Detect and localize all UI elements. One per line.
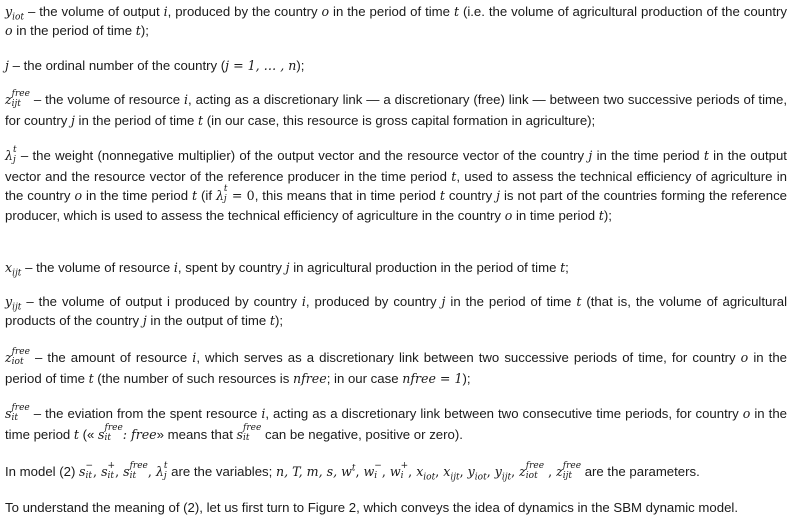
- var: o: [321, 4, 330, 19]
- var: t: [191, 187, 198, 203]
- symbol-j: j: [5, 58, 9, 73]
- var: j: [441, 294, 446, 309]
- text: in the period of time: [5, 350, 787, 386]
- var: j: [588, 148, 593, 163]
- superscript: free: [525, 460, 545, 471]
- text: in the time period: [82, 187, 192, 203]
- definition-z-iot-free: [5, 348, 787, 388]
- text: – the eviation from the spent resource: [29, 406, 262, 421]
- text: (in our case, this resource is gross capital formation in agriculture);: [203, 112, 596, 128]
- var: t: [88, 370, 94, 386]
- superscript: −: [85, 460, 94, 471]
- var: i: [192, 350, 197, 365]
- subscript: it: [129, 470, 137, 481]
- text: , which serves as a discretionary link between two successive periods of time, for country: [196, 350, 741, 365]
- superscript: +: [400, 460, 409, 471]
- var: t: [453, 4, 459, 19]
- text: – the amount of resource: [29, 350, 193, 365]
- symbol-s: s: [5, 406, 12, 421]
- var: j: [142, 313, 147, 328]
- subscript: j: [12, 154, 16, 165]
- text: country: [444, 187, 497, 203]
- text: in the time period: [5, 406, 787, 442]
- var: t: [598, 208, 604, 224]
- text: ;: [565, 260, 569, 275]
- symbol-z: z: [519, 464, 526, 479]
- var: t: [269, 313, 275, 328]
- symbol-w: w: [363, 464, 375, 479]
- math-expression: : free: [122, 426, 157, 442]
- subscript: j: [163, 470, 167, 481]
- text: (if: [197, 187, 216, 203]
- symbol-z: z: [5, 350, 12, 365]
- subscript: it: [85, 470, 92, 481]
- text: are the parameters.: [581, 464, 700, 479]
- symbol-x: x: [443, 464, 451, 479]
- text: , used to assess the technical efficiency of agriculture in the country: [5, 168, 787, 203]
- symbol-s: s: [101, 464, 108, 479]
- subscript: ijt: [11, 98, 21, 109]
- superscript: free: [562, 460, 582, 471]
- subscript: it: [104, 433, 111, 444]
- text: in the period of time: [329, 4, 454, 19]
- symbol-z: z: [556, 464, 563, 479]
- symbol-y: y: [5, 4, 13, 19]
- superscript: t: [223, 184, 228, 195]
- text: );: [140, 23, 149, 38]
- subscript: iot: [12, 12, 25, 23]
- superscript: free: [11, 88, 30, 99]
- var: o: [74, 187, 83, 203]
- definition-j: [5, 56, 787, 75]
- subscript: ijt: [12, 302, 22, 313]
- text: » means that: [156, 426, 237, 442]
- var: i: [163, 4, 168, 19]
- var: nfree = 1: [402, 370, 463, 386]
- text: can be negative, positive or zero).: [261, 426, 463, 442]
- superscript: free: [129, 460, 148, 471]
- superscript: +: [107, 460, 116, 471]
- symbol-s: s: [236, 426, 244, 442]
- symbol-s: s: [98, 426, 105, 442]
- var: o: [742, 406, 751, 421]
- superscript: t: [351, 463, 356, 474]
- text: (i.e. the volume of agricultural production of the country: [459, 4, 788, 19]
- text: In model (2): [5, 464, 80, 479]
- superscript: free: [11, 346, 30, 357]
- symbol-y: y: [5, 294, 13, 309]
- var: j: [70, 112, 75, 128]
- parameters-list: n, T, m, s, w: [275, 464, 352, 479]
- text: );: [296, 58, 305, 73]
- text: );: [274, 313, 284, 328]
- text: , produced by the country: [167, 4, 322, 19]
- symbol-lambda: λ: [5, 148, 13, 163]
- subscript: i: [400, 470, 404, 481]
- var: i: [261, 406, 266, 421]
- var: t: [560, 260, 566, 275]
- symbol-x: x: [5, 260, 13, 275]
- var: t: [73, 426, 79, 442]
- text: – the volume of resource: [21, 260, 174, 275]
- var: t: [439, 187, 445, 203]
- var: i: [173, 260, 178, 275]
- subscript: it: [243, 433, 250, 444]
- subscript: iot: [474, 472, 487, 483]
- var: t: [198, 112, 204, 128]
- math-expression: = 0: [227, 187, 255, 203]
- text: , spent by country: [177, 260, 286, 275]
- var: o: [5, 23, 13, 38]
- superscript: t: [12, 144, 17, 155]
- var: j: [496, 187, 501, 203]
- definition-s-it-free: [5, 404, 787, 445]
- text: ; in our case: [326, 370, 403, 386]
- symbol-s: s: [79, 464, 86, 479]
- symbol-x: x: [416, 464, 424, 479]
- text: is not part of the countries forming the reference producer, which is used to assess the technical efficiency of agriculture in the country: [5, 187, 787, 224]
- var: t: [576, 294, 582, 309]
- superscript: free: [243, 423, 262, 434]
- text: in the period of time: [12, 23, 136, 38]
- text: , acting as a discretionary link between two consecutive time periods, for country: [265, 406, 743, 421]
- text: );: [462, 370, 471, 386]
- symbol-s: s: [123, 464, 130, 479]
- var: i: [301, 294, 306, 309]
- subscript: it: [107, 470, 115, 481]
- subscript: ijt: [12, 268, 22, 279]
- subscript: iot: [11, 356, 24, 367]
- text: , produced by country: [305, 294, 442, 309]
- definition-lambda: [5, 146, 787, 225]
- var: o: [740, 350, 749, 365]
- subscript: iot: [423, 472, 436, 483]
- var: i: [184, 92, 189, 107]
- math-expression: j = 1, … , n: [225, 58, 297, 73]
- closing-sentence: To understand the meaning of (2), let us first turn to Figure 2, which conveys the idea of dynamics in the SBM dynamic model.: [5, 500, 738, 515]
- definition-y-ijt: [5, 292, 787, 330]
- var: t: [135, 23, 141, 38]
- text: are the variables;: [171, 464, 276, 479]
- text: in time period: [512, 208, 599, 224]
- superscript: t: [163, 460, 168, 471]
- symbol-y: y: [467, 464, 475, 479]
- text: (that is, the volume of agricultural products of the country: [5, 294, 788, 328]
- text: – the weight (nonnegative multiplier) of the output vector and the resource vector of the country: [16, 148, 589, 163]
- superscript: −: [374, 460, 382, 471]
- var: j: [285, 260, 290, 275]
- text: in the period of time: [445, 294, 577, 309]
- subscript: it: [11, 412, 18, 423]
- superscript: free: [11, 402, 30, 413]
- text: – the volume of resource: [29, 92, 185, 107]
- var: t: [703, 148, 709, 163]
- symbol-z: z: [5, 92, 12, 107]
- symbol-lambda: λ: [215, 187, 224, 203]
- text: – the volume of output i produced by country: [21, 294, 302, 309]
- text: in the time period: [592, 148, 704, 163]
- text: );: [603, 208, 612, 224]
- model-variables-parameters: In model (2) s − it , s + it , s free it , λ t j are the variables; n, T, m, s, $w^t$, w − i , w + i , $x_{iot}$, $x_{ijt}$, $y_{iot}$, $y_{ijt}$, z free iot , z free ijt are the parameters.: [5, 460, 700, 483]
- definition-x-ijt: [5, 258, 787, 277]
- subscript: ijt: [562, 470, 573, 481]
- var: nfree: [293, 370, 327, 386]
- definition-y-iot: [5, 2, 787, 40]
- text: in the period of time: [74, 112, 199, 128]
- text: , acting as a discretionary link — a discretionary (free) link — between two successive periods of time, for country: [5, 92, 788, 128]
- subscript: ijt: [450, 472, 460, 483]
- subscript: iot: [525, 470, 538, 481]
- symbol-lambda: λ: [155, 464, 164, 479]
- var: o: [504, 208, 513, 224]
- text: , this means that in time period: [254, 187, 440, 203]
- text: in the output vector and the resource vector of the reference producer in the time period: [5, 148, 787, 184]
- symbol-w: w: [389, 464, 401, 479]
- var: t: [451, 168, 457, 184]
- subscript: i: [374, 470, 378, 481]
- text: – the volume of output: [24, 4, 164, 19]
- superscript: free: [104, 423, 123, 434]
- text: (the number of such resources is: [93, 370, 293, 386]
- text: – the ordinal number of the country (: [8, 58, 226, 73]
- symbol-y: y: [494, 464, 502, 479]
- subscript: ijt: [501, 472, 512, 483]
- text: («: [78, 426, 99, 442]
- definition-z-ijt-free: [5, 90, 787, 130]
- text: in agricultural production in the period of time: [289, 260, 561, 275]
- subscript: j: [223, 194, 227, 205]
- text: in the output of time: [146, 313, 270, 328]
